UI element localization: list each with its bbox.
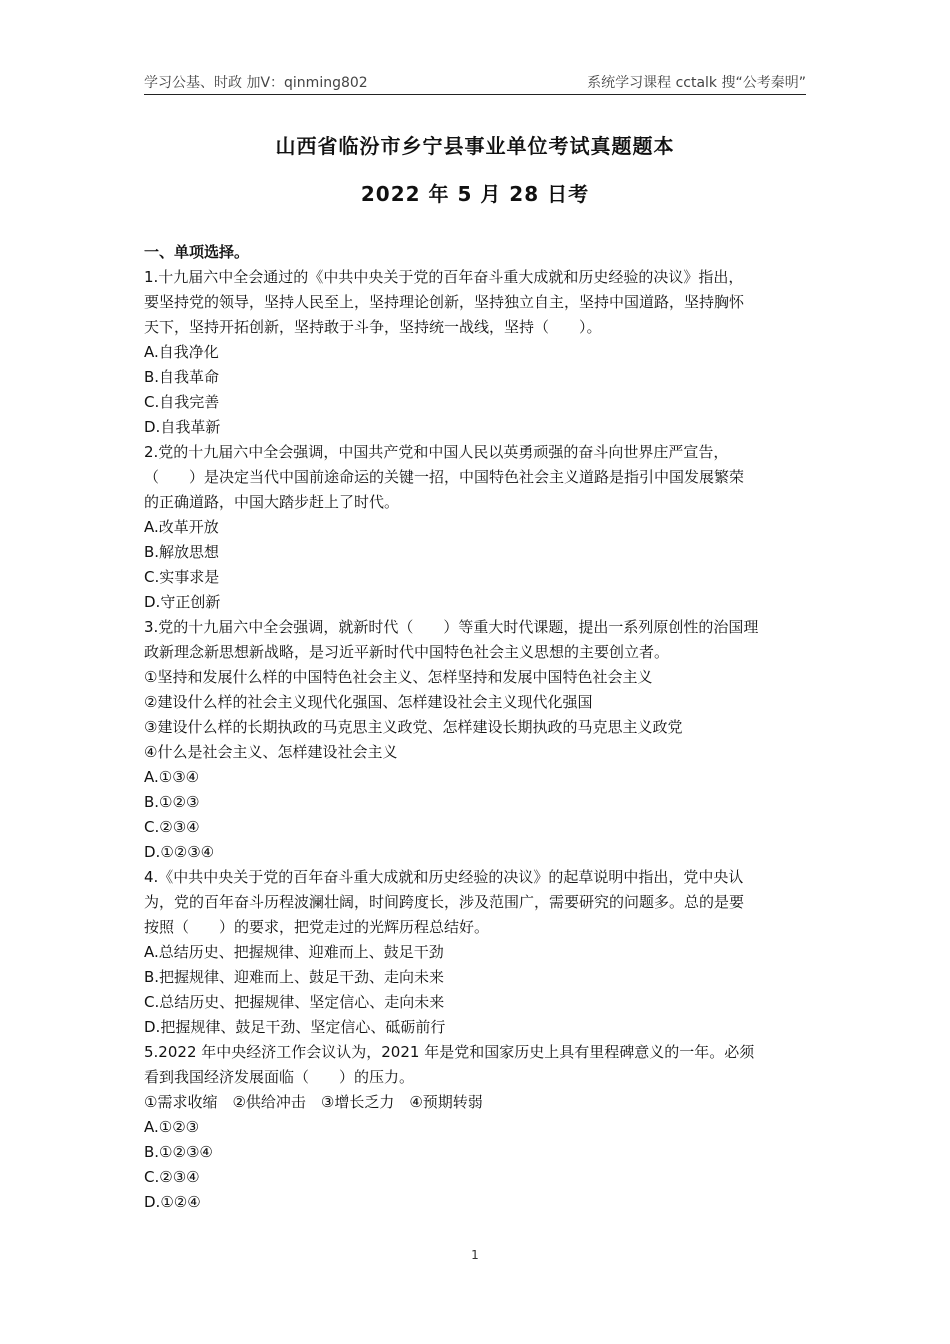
answer-option: D.自我革新 [144,418,221,436]
answer-option: C.总结历史、把握规律、坚定信心、走向未来 [144,993,445,1011]
question-stem-line: 3.党的十九届六中全会强调，就新时代（ ）等重大时代课题，提出一系列原创性的治国理 [144,618,759,636]
question-stem-line: ①坚持和发展什么样的中国特色社会主义、怎样坚持和发展中国特色社会主义 [144,668,653,686]
answer-option: B.把握规律、迎难而上、鼓足干劲、走向未来 [144,968,445,986]
question-stem-line: 政新理念新思想新战略，是习近平新时代中国特色社会主义思想的主要创立者。 [144,643,670,661]
question-stem-line: 2.党的十九届六中全会强调，中国共产党和中国人民以英勇顽强的奋斗向世界庄严宣告， [144,443,729,461]
page-header [144,70,806,95]
question-content [144,240,812,1215]
question-stem-line: ②建设什么样的社会主义现代化强国、怎样建设社会主义现代化强国 [144,693,593,711]
answer-option: A.总结历史、把握规律、迎难而上、鼓足干劲 [144,943,444,961]
answer-option: C.实事求是 [144,568,220,586]
answer-option: B.①②③ [144,793,200,811]
question-stem-line: 4.《中共中央关于党的百年奋斗重大成就和历史经验的决议》的起草说明中指出，党中央认 [144,868,744,886]
answer-option: D.①②④ [144,1193,201,1211]
question-4 [144,865,812,1040]
question-stem-line: 看到我国经济发展面临（ ）的压力。 [144,1068,415,1086]
answer-option: B.①②③④ [144,1143,213,1161]
question-stem-line: 5.2022 年中央经济工作会议认为，2021 年是党和国家历史上具有里程碑意义的一年。必须 [144,1043,755,1061]
answer-option: C.②③④ [144,1168,200,1186]
question-stem-line: ①需求收缩 ②供给冲击 ③增长乏力 ④预期转弱 [144,1093,483,1111]
answer-option: C.自我完善 [144,393,220,411]
question-stem-line: ③建设什么样的长期执政的马克思主义政党、怎样建设长期执政的马克思主义政党 [144,718,683,736]
answer-option: B.解放思想 [144,543,220,561]
answer-option: A.自我净化 [144,343,219,361]
answer-option: D.守正创新 [144,593,221,611]
answer-option: B.自我革命 [144,368,220,386]
answer-option: C.②③④ [144,818,200,836]
question-stem-line: 的正确道路，中国大踏步赶上了时代。 [144,493,400,511]
answer-option: A.①③④ [144,768,200,786]
question-stem-line: （ ）是决定当代中国前途命运的关键一招，中国特色社会主义道路是指引中国发展繁荣 [144,468,745,486]
question-stem-line: ④什么是社会主义、怎样建设社会主义 [144,743,398,761]
question-stem-line: 为，党的百年奋斗历程波澜壮阔，时间跨度长，涉及范围广，需要研究的问题多。总的是要 [144,893,745,911]
header-right-text: 系统学习课程 cctalk 搜“公考秦明” [587,75,806,91]
document-title: 山西省临汾市乡宁县事业单位考试真题题本 [275,134,675,158]
answer-option: A.改革开放 [144,518,219,536]
question-list [144,265,812,1215]
section-heading: 一、单项选择。 [144,243,250,261]
answer-option: D.①②③④ [144,843,215,861]
header-left-text: 学习公基、时政 加V：qinming802 [144,75,368,91]
question-stem-line: 按照（ ）的要求，把党走过的光辉历程总结好。 [144,918,490,936]
answer-option: D.把握规律、鼓足干劲、坚定信心、砥砺前行 [144,1018,446,1036]
question-5 [144,1040,812,1215]
question-2 [144,440,812,615]
question-1 [144,265,812,440]
question-stem-line: 1.十九届六中全会通过的《中共中央关于党的百年奋斗重大成就和历史经验的决议》指出， [144,268,744,286]
question-stem-line: 天下，坚持开拓创新，坚持敢于斗争，坚持统一战线，坚持（ ）。 [144,318,602,336]
question-stem-line: 要坚持党的领导，坚持人民至上，坚持理论创新，坚持独立自主，坚持中国道路，坚持胸怀 [144,293,745,311]
answer-option: A.①②③ [144,1118,200,1136]
exam-date: 2022 年 5 月 28 日考 [360,182,590,206]
page-number: 1 [471,1248,479,1262]
question-3 [144,615,812,865]
